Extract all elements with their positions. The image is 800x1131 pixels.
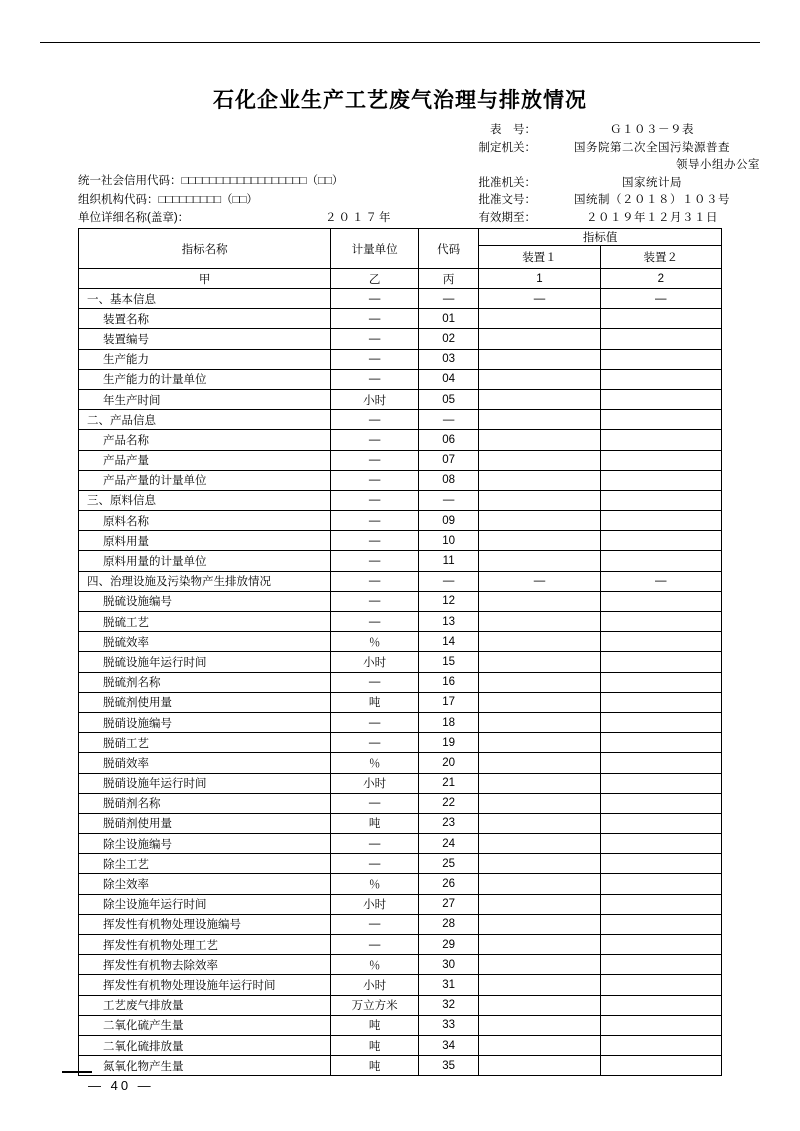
top-divider (40, 42, 760, 43)
row-unit: 吨 (331, 1015, 419, 1035)
row-code: 03 (419, 349, 479, 369)
table-row (79, 289, 722, 309)
row-value-device-1[interactable] (479, 551, 600, 571)
row-value-device-2[interactable] (600, 692, 721, 712)
row-indicator-name: 挥发性有机物去除效率 (79, 955, 331, 975)
table-row (79, 470, 722, 490)
table-letter-row (79, 269, 722, 289)
row-unit: — (331, 410, 419, 430)
row-code: 13 (419, 612, 479, 632)
row-indicator-name: 除尘效率 (79, 874, 331, 894)
row-value-device-2[interactable] (600, 712, 721, 732)
letter-indicator: 甲 (79, 269, 331, 289)
row-unit: 小时 (331, 773, 419, 793)
row-value-device-2[interactable] (600, 531, 721, 551)
row-indicator-name: 脱硝设施年运行时间 (79, 773, 331, 793)
row-indicator-name: 生产能力 (79, 349, 331, 369)
row-value-device-2[interactable] (600, 612, 721, 632)
row-code: 14 (419, 632, 479, 652)
row-value-device-2[interactable] (600, 632, 721, 652)
header-device-2: 装置２ (600, 246, 721, 269)
page-number: — 40 — (88, 1078, 154, 1093)
row-value-device-1[interactable] (479, 712, 600, 732)
row-value-device-1[interactable] (479, 490, 600, 510)
row-indicator-name: 除尘设施年运行时间 (79, 894, 331, 914)
row-value-device-2[interactable] (600, 490, 721, 510)
row-value-device-1[interactable] (479, 389, 600, 409)
row-unit: 吨 (331, 1035, 419, 1055)
table-row (79, 753, 722, 773)
table-row (79, 369, 722, 389)
row-value-device-2[interactable] (600, 672, 721, 692)
row-unit: — (331, 531, 419, 551)
row-value-device-2[interactable] (600, 551, 721, 571)
metadata-value: ２０１９年１２月３１日 (586, 211, 718, 224)
row-unit: — (331, 672, 419, 692)
row-code: 04 (419, 369, 479, 389)
table-header-row (79, 229, 722, 246)
row-unit: 吨 (331, 692, 419, 712)
row-code: 17 (419, 692, 479, 712)
row-value-device-2[interactable] (600, 410, 721, 430)
row-indicator-name: 三、原料信息 (79, 490, 331, 510)
table-row (79, 692, 722, 712)
row-indicator-name: 除尘设施编号 (79, 834, 331, 854)
table-row (79, 733, 722, 753)
row-value-device-1[interactable] (479, 450, 600, 470)
row-unit: — (331, 935, 419, 955)
row-code: 12 (419, 591, 479, 611)
row-code: 21 (419, 773, 479, 793)
row-indicator-name: 脱硝剂名称 (79, 793, 331, 813)
row-unit: — (331, 834, 419, 854)
row-value-device-2[interactable] (600, 854, 721, 874)
table-row (79, 571, 722, 591)
row-code: — (419, 571, 479, 591)
row-unit: — (331, 309, 419, 329)
table-row (79, 935, 722, 955)
row-code: 24 (419, 834, 479, 854)
table-row (79, 1015, 722, 1035)
row-value-device-1[interactable] (479, 733, 600, 753)
row-unit: 小时 (331, 975, 419, 995)
metadata-row (460, 140, 760, 158)
letter-unit: 乙 (331, 269, 419, 289)
row-indicator-name: 工艺废气排放量 (79, 995, 331, 1015)
row-value-device-2[interactable] (600, 733, 721, 753)
footer-divider (62, 1071, 92, 1073)
table-row (79, 854, 722, 874)
metadata-row (460, 122, 760, 140)
row-indicator-name: 挥发性有机物处理设施编号 (79, 914, 331, 934)
row-value-device-2[interactable] (600, 511, 721, 531)
table-row (79, 914, 722, 934)
table-row (79, 410, 722, 430)
row-value-device-1[interactable] (479, 1015, 600, 1035)
row-value-device-1[interactable] (479, 854, 600, 874)
table-body (79, 289, 722, 1076)
row-unit: 吨 (331, 813, 419, 833)
row-unit: — (331, 854, 419, 874)
row-indicator-name: 氮氧化物产生量 (79, 1056, 331, 1076)
row-indicator-name: 脱硫剂名称 (79, 672, 331, 692)
metadata-label: 批准文号： (478, 194, 536, 206)
page-footer (0, 1078, 800, 1093)
row-value-device-1[interactable] (479, 955, 600, 975)
table-row (79, 652, 722, 672)
table-row (79, 955, 722, 975)
row-unit: — (331, 470, 419, 490)
table-row (79, 349, 722, 369)
table-row (79, 591, 722, 611)
row-code: 25 (419, 854, 479, 874)
row-unit: — (331, 289, 419, 309)
row-value-device-2[interactable] (600, 1015, 721, 1035)
metadata-row (460, 157, 760, 175)
row-code: 20 (419, 753, 479, 773)
row-value-device-2[interactable] (600, 935, 721, 955)
row-value-device-1[interactable] (479, 894, 600, 914)
row-value-device-2[interactable] (600, 955, 721, 975)
metadata-value: 领导小组办公室 (676, 159, 760, 171)
row-code: 22 (419, 793, 479, 813)
org-code-label: 组织机构代码： (78, 193, 159, 206)
row-value-device-1[interactable] (479, 813, 600, 833)
row-code: 35 (419, 1056, 479, 1076)
metadata-value: Ｇ１０３－９表 (610, 124, 694, 136)
row-value-device-2[interactable] (600, 430, 721, 450)
row-value-device-1[interactable] (479, 914, 600, 934)
row-value-device-1[interactable] (479, 612, 600, 632)
row-code: 10 (419, 531, 479, 551)
row-value-device-1[interactable] (479, 369, 600, 389)
row-value-device-1[interactable] (479, 874, 600, 894)
row-value-device-2[interactable] (600, 1035, 721, 1055)
row-indicator-name: 生产能力的计量单位 (79, 369, 331, 389)
row-value-device-1[interactable] (479, 1056, 600, 1076)
row-value-device-2[interactable] (600, 834, 721, 854)
row-unit: — (331, 369, 419, 389)
row-code: 02 (419, 329, 479, 349)
row-value-device-2[interactable] (600, 813, 721, 833)
row-value-device-2[interactable] (600, 773, 721, 793)
row-value-device-1[interactable] (479, 349, 600, 369)
row-indicator-name: 装置名称 (79, 309, 331, 329)
row-unit: — (331, 793, 419, 813)
row-value-device-1[interactable] (479, 470, 600, 490)
row-indicator-name: 产品产量的计量单位 (79, 470, 331, 490)
row-unit: ％ (331, 955, 419, 975)
row-value-device-1[interactable] (479, 591, 600, 611)
row-value-device-2[interactable]: — (600, 571, 721, 591)
metadata-label (460, 157, 544, 175)
row-indicator-name: 原料用量 (79, 531, 331, 551)
row-value-device-2[interactable]: — (600, 289, 721, 309)
table-row (79, 329, 722, 349)
row-unit: — (331, 349, 419, 369)
row-value-device-2[interactable] (600, 470, 721, 490)
row-unit: — (331, 511, 419, 531)
row-unit: — (331, 450, 419, 470)
row-value-device-2[interactable] (600, 450, 721, 470)
row-value-device-1[interactable] (479, 309, 600, 329)
row-code: 08 (419, 470, 479, 490)
row-unit: ％ (331, 874, 419, 894)
row-indicator-name: 二、产品信息 (79, 410, 331, 430)
row-value-device-1[interactable] (479, 531, 600, 551)
table-row (79, 531, 722, 551)
row-value-device-2[interactable] (600, 914, 721, 934)
table-row (79, 712, 722, 732)
row-indicator-name: 二氧化硫排放量 (79, 1035, 331, 1055)
header-value-group: 指标值 (479, 229, 722, 246)
row-unit: ％ (331, 753, 419, 773)
row-indicator-name: 原料用量的计量单位 (79, 551, 331, 571)
row-unit: 小时 (331, 894, 419, 914)
row-value-device-2[interactable] (600, 309, 721, 329)
row-code: 33 (419, 1015, 479, 1035)
row-indicator-name: 脱硫剂使用量 (79, 692, 331, 712)
letter-code: 丙 (419, 269, 479, 289)
row-code: 15 (419, 652, 479, 672)
row-indicator-name: 除尘工艺 (79, 854, 331, 874)
credit-code-row (78, 172, 343, 191)
row-value-device-1[interactable]: — (479, 289, 600, 309)
org-code-input[interactable]: □□□□□□□□□（□□） (158, 193, 258, 206)
row-code: 19 (419, 733, 479, 753)
row-code: 29 (419, 935, 479, 955)
table-row (79, 551, 722, 571)
table-row (79, 1035, 722, 1055)
row-unit: — (331, 612, 419, 632)
row-value-device-1[interactable] (479, 692, 600, 712)
row-unit: — (331, 490, 419, 510)
row-indicator-name: 年生产时间 (79, 389, 331, 409)
row-indicator-name: 原料名称 (79, 511, 331, 531)
row-value-device-1[interactable] (479, 632, 600, 652)
table-row (79, 1056, 722, 1076)
metadata-label: 有效期至： (478, 211, 536, 224)
credit-code-label: 统一社会信用代码： (78, 175, 182, 187)
row-value-device-2[interactable] (600, 389, 721, 409)
metadata-label: 批准机关： (478, 176, 536, 189)
table-row (79, 975, 722, 995)
row-unit: — (331, 591, 419, 611)
credit-code-input[interactable]: □□□□□□□□□□□□□□□□□□（□□） (181, 175, 344, 187)
row-indicator-name: 挥发性有机物处理工艺 (79, 935, 331, 955)
table-row (79, 430, 722, 450)
identification-block (78, 172, 343, 209)
row-value-device-1[interactable] (479, 834, 600, 854)
table-row (79, 450, 722, 470)
row-code: 26 (419, 874, 479, 894)
table-row (79, 490, 722, 510)
row-value-device-1[interactable] (479, 410, 600, 430)
row-value-device-2[interactable] (600, 874, 721, 894)
row-value-device-2[interactable] (600, 652, 721, 672)
row-unit: 小时 (331, 389, 419, 409)
row-unit: — (331, 712, 419, 732)
row-value-device-1[interactable] (479, 935, 600, 955)
row-code: 23 (419, 813, 479, 833)
row-code: 11 (419, 551, 479, 571)
table-row (79, 995, 722, 1015)
table-row (79, 834, 722, 854)
row-value-device-2[interactable] (600, 753, 721, 773)
row-code: 05 (419, 389, 479, 409)
row-indicator-name: 四、治理设施及污染物产生排放情况 (79, 571, 331, 591)
table-row (79, 773, 722, 793)
row-value-device-1[interactable] (479, 672, 600, 692)
metadata-value: 国务院第二次全国污染源普查 (574, 141, 730, 154)
table-row (79, 813, 722, 833)
unit-name-label: 单位详细名称(盖章)： (78, 212, 190, 224)
row-unit: 吨 (331, 1056, 419, 1076)
row-indicator-name: 装置编号 (79, 329, 331, 349)
row-value-device-2[interactable] (600, 995, 721, 1015)
row-value-device-2[interactable] (600, 591, 721, 611)
row-code: 06 (419, 430, 479, 450)
row-value-device-2[interactable] (600, 329, 721, 349)
metadata-label: 表 号： (490, 124, 536, 136)
metadata-label: 制定机关： (478, 141, 536, 154)
row-unit: ％ (331, 632, 419, 652)
form-metadata-block (460, 122, 760, 227)
row-code: 30 (419, 955, 479, 975)
row-unit: — (331, 571, 419, 591)
row-unit: 万立方米 (331, 995, 419, 1015)
row-indicator-name: 脱硫设施编号 (79, 591, 331, 611)
table-row (79, 511, 722, 531)
indicator-table (78, 228, 722, 1076)
row-unit: — (331, 430, 419, 450)
row-code: 07 (419, 450, 479, 470)
row-value-device-1[interactable]: — (479, 571, 600, 591)
row-value-device-2[interactable] (600, 349, 721, 369)
row-indicator-name: 脱硝工艺 (79, 733, 331, 753)
row-unit: 小时 (331, 652, 419, 672)
metadata-row (460, 210, 760, 228)
row-code: 16 (419, 672, 479, 692)
row-indicator-name: 一、基本信息 (79, 289, 331, 309)
row-indicator-name: 二氧化硫产生量 (79, 1015, 331, 1035)
row-unit: — (331, 329, 419, 349)
row-indicator-name: 脱硝设施编号 (79, 712, 331, 732)
org-code-row (78, 191, 343, 210)
letter-value-1: 1 (479, 269, 600, 289)
page-title: 石化企业生产工艺废气治理与排放情况 (213, 89, 587, 112)
row-unit: — (331, 914, 419, 934)
row-code: 09 (419, 511, 479, 531)
row-code: — (419, 490, 479, 510)
row-value-device-2[interactable] (600, 975, 721, 995)
row-code: 28 (419, 914, 479, 934)
row-indicator-name: 产品名称 (79, 430, 331, 450)
row-value-device-2[interactable] (600, 1056, 721, 1076)
row-value-device-2[interactable] (600, 894, 721, 914)
table-row (79, 389, 722, 409)
letter-value-2: 2 (600, 269, 721, 289)
row-value-device-1[interactable] (479, 753, 600, 773)
row-value-device-2[interactable] (600, 369, 721, 389)
table-row (79, 894, 722, 914)
row-value-device-1[interactable] (479, 793, 600, 813)
metadata-value: 国统制（２０１８）１０３号 (574, 194, 730, 206)
header-indicator-name: 指标名称 (79, 229, 331, 269)
row-value-device-1[interactable] (479, 329, 600, 349)
row-code: 34 (419, 1035, 479, 1055)
row-value-device-1[interactable] (479, 430, 600, 450)
row-code: — (419, 289, 479, 309)
table-row (79, 874, 722, 894)
row-value-device-1[interactable] (479, 652, 600, 672)
row-value-device-1[interactable] (479, 975, 600, 995)
table-row (79, 632, 722, 652)
metadata-row (460, 192, 760, 210)
header-device-1: 装置１ (479, 246, 600, 269)
row-code: 32 (419, 995, 479, 1015)
row-value-device-1[interactable] (479, 773, 600, 793)
row-code: 31 (419, 975, 479, 995)
row-code: 18 (419, 712, 479, 732)
row-indicator-name: 脱硝效率 (79, 753, 331, 773)
report-year: ２０１７年 (325, 212, 393, 224)
row-indicator-name: 脱硝剂使用量 (79, 813, 331, 833)
metadata-value: 国家统计局 (622, 176, 682, 189)
row-value-device-2[interactable] (600, 793, 721, 813)
row-unit: — (331, 551, 419, 571)
row-indicator-name: 脱硫工艺 (79, 612, 331, 632)
header-code: 代码 (419, 229, 479, 269)
row-code: 01 (419, 309, 479, 329)
header-unit: 计量单位 (331, 229, 419, 269)
row-value-device-1[interactable] (479, 1035, 600, 1055)
metadata-row (460, 175, 760, 193)
table-row (79, 309, 722, 329)
table-row (79, 793, 722, 813)
row-unit: — (331, 733, 419, 753)
row-value-device-1[interactable] (479, 511, 600, 531)
row-indicator-name: 脱硫效率 (79, 632, 331, 652)
row-indicator-name: 挥发性有机物处理设施年运行时间 (79, 975, 331, 995)
row-code: 27 (419, 894, 479, 914)
row-code: — (419, 410, 479, 430)
row-indicator-name: 脱硫设施年运行时间 (79, 652, 331, 672)
row-indicator-name: 产品产量 (79, 450, 331, 470)
row-value-device-1[interactable] (479, 995, 600, 1015)
table-row (79, 612, 722, 632)
table-row (79, 672, 722, 692)
